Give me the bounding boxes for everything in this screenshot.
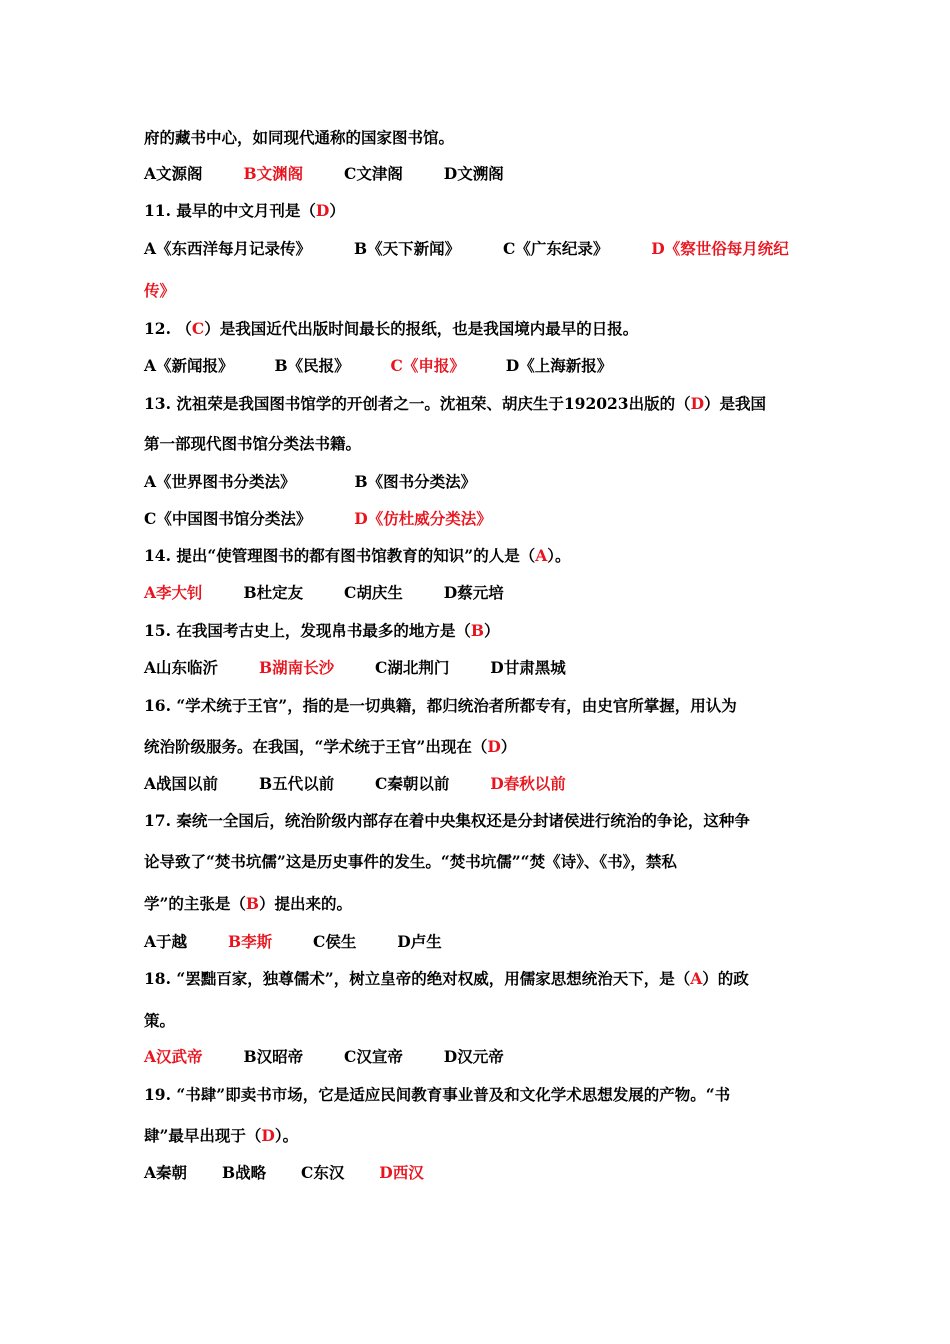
q10-option-a: A文源阁 <box>144 164 203 183</box>
q17-question-line3 <box>144 893 814 915</box>
q11-option-b: B《天下新闻》 <box>353 239 461 258</box>
intro-text: 府的藏书中心，如同现代通称的国家图书馆。 <box>144 128 455 147</box>
q17-options <box>144 931 814 953</box>
q16-options <box>144 773 814 795</box>
q12-option-a: A《新闻报》 <box>144 356 234 375</box>
q14-option-a-answer: A李大钊 <box>144 583 203 602</box>
q13-number: 13. <box>144 394 171 413</box>
q15-text-pre: 在我国考古史上，发现帛书最多的地方是（ <box>176 621 471 640</box>
q16-text-line1: “学术统于王官”，指的是一切典籍，都归统治者所都专有，由史官所掌握，用认为 <box>176 696 737 715</box>
q14-text-post: ）。 <box>547 546 571 565</box>
q15-option-a: A山东临沂 <box>144 658 219 677</box>
q12-option-b: B《民报》 <box>274 356 350 375</box>
q18-number: 18. <box>144 969 171 988</box>
q13-question-line2: 第一部现代图书馆分类法书籍。 <box>144 434 362 453</box>
q15-text-post: ） <box>484 621 500 640</box>
q14-option-b: B杜定友 <box>243 583 304 602</box>
q17-option-c: C侯生 <box>313 932 357 951</box>
q18-option-b: B汉昭帝 <box>243 1047 304 1066</box>
q17-answer: B <box>245 894 260 913</box>
q10-options <box>144 163 814 185</box>
q17-question-line2: 论导致了“焚书坑儒”这是历史事件的发生。“焚书坑儒”“焚《诗》、《书》，禁私 <box>144 852 677 871</box>
q15-option-b-answer: B湖南长沙 <box>258 658 335 677</box>
q16-question <box>144 695 814 717</box>
q16-answer: D <box>487 737 501 756</box>
q12-options <box>144 355 814 377</box>
q16-option-b: B五代以前 <box>258 774 335 793</box>
q13-options-row1 <box>144 471 814 493</box>
q11-option-d-answer: D《察世俗每月统纪 <box>651 239 789 258</box>
q19-text-post: ）。 <box>274 1126 299 1145</box>
q11-options <box>144 238 814 260</box>
q17-option-d: D卢生 <box>397 932 442 951</box>
q18-option-a-answer: A汉武帝 <box>144 1047 203 1066</box>
q11-option-d-continued <box>144 280 814 302</box>
q14-option-c: C胡庆生 <box>344 583 403 602</box>
q15-option-d: D甘肃黑城 <box>490 658 566 677</box>
q13-option-a: A《世界图书分类法》 <box>144 472 296 491</box>
q19-answer: D <box>261 1126 275 1145</box>
q19-question-line2 <box>144 1125 814 1147</box>
q19-question <box>144 1084 814 1106</box>
q11-option-a: A《东西洋每月记录传》 <box>144 239 312 258</box>
q18-answer: A <box>690 969 703 988</box>
q15-answer: B <box>470 621 484 640</box>
q12-answer: C <box>191 319 205 338</box>
q18-question-line2: 策。 <box>144 1011 176 1030</box>
q19-option-a: A秦朝 <box>144 1163 188 1182</box>
q11-number: 11. <box>144 201 171 220</box>
q12-option-c-answer: C《申报》 <box>390 356 465 375</box>
q13-text-post: ）是我国 <box>704 394 767 413</box>
q17-option-a: A于越 <box>144 932 188 951</box>
q16-text-post: ） <box>500 737 517 756</box>
q13-option-b: B《图书分类法》 <box>354 472 477 491</box>
q19-options <box>144 1162 814 1184</box>
q17-question <box>144 810 814 832</box>
q18-options <box>144 1046 814 1068</box>
q10-option-b-answer: B文渊阁 <box>243 164 304 183</box>
q13-text-pre: 沈祖荣是我国图书馆学的开创者之一。沈祖荣、胡庆生于192023出版的（ <box>176 394 691 413</box>
q11-answer: D <box>315 201 330 220</box>
q11-option-d-answer-cont: 传》 <box>144 281 176 300</box>
q14-option-d: D蔡元培 <box>443 583 504 602</box>
q11-option-c: C《广东纪录》 <box>503 239 609 258</box>
q16-option-c: C秦朝以前 <box>375 774 450 793</box>
q12-text-pre: （ <box>176 319 192 338</box>
q10-option-c: C文津阁 <box>344 164 403 183</box>
q13-question <box>144 393 814 415</box>
q19-number: 19. <box>144 1085 171 1104</box>
q11-question <box>144 200 814 222</box>
q12-option-d: D《上海新报》 <box>505 356 613 375</box>
q12-number: 12. <box>144 319 171 338</box>
q16-option-d-answer: D春秋以前 <box>490 774 566 793</box>
q11-text-pre: 最早的中文月刊是（ <box>176 201 316 220</box>
q18-option-d: D汉元帝 <box>443 1047 504 1066</box>
q12-text-post: ）是我国近代出版时间最长的报纸，也是我国境内最早的日报。 <box>204 319 639 338</box>
q13-answer: D <box>690 394 705 413</box>
q15-question <box>144 620 814 642</box>
q19-text-pre: 肆”最早出现于（ <box>144 1126 262 1145</box>
q13-option-c: C《中国图书馆分类法》 <box>144 509 312 528</box>
q16-option-a: A战国以前 <box>144 774 219 793</box>
q14-number: 14. <box>144 546 171 565</box>
q19-text-line1: “书肆”即卖书市场，它是适应民间教育事业普及和文化学术思想发展的产物。“书 <box>176 1085 731 1104</box>
q17-text-line1: 秦统一全国后，统治阶级内部存在着中央集权还是分封诸侯进行统治的争论，这种争 <box>176 811 750 830</box>
q18-option-c: C汉宣帝 <box>344 1047 403 1066</box>
q19-option-b: B战略 <box>221 1163 267 1182</box>
q17-text-post: ）提出来的。 <box>259 894 353 913</box>
q16-text-pre: 统治阶级服务。在我国，“学术统于王官”出现在（ <box>144 737 488 756</box>
q15-number: 15. <box>144 621 171 640</box>
q13-options-row2 <box>144 508 814 530</box>
q15-option-c: C湖北荆门 <box>375 658 450 677</box>
q18-text-post: ）的政 <box>702 969 749 988</box>
q19-option-c: C东汉 <box>301 1163 345 1182</box>
q14-text-pre: 提出“使管理图书的都有图书馆教育的知识”的人是（ <box>176 546 536 565</box>
q18-question <box>144 968 814 990</box>
q16-question-line2 <box>144 736 814 758</box>
q15-options <box>144 657 814 679</box>
q11-text-post: ） <box>329 201 345 220</box>
q18-text-pre: “罢黜百家，独尊儒术”，树立皇帝的绝对权威，用儒家思想统治天下，是（ <box>176 969 691 988</box>
q17-number: 17. <box>144 811 171 830</box>
q16-number: 16. <box>144 696 171 715</box>
q13-option-d-answer: D《仿杜威分类法》 <box>354 509 492 528</box>
q14-answer: A <box>535 546 548 565</box>
q14-question <box>144 545 814 567</box>
q17-text-pre: 学”的主张是（ <box>144 894 246 913</box>
q12-question <box>144 318 814 340</box>
q17-option-b-answer: B李斯 <box>227 932 273 951</box>
q19-option-d-answer: D西汉 <box>379 1163 424 1182</box>
q10-option-d: D文溯阁 <box>443 164 504 183</box>
q14-options <box>144 582 814 604</box>
